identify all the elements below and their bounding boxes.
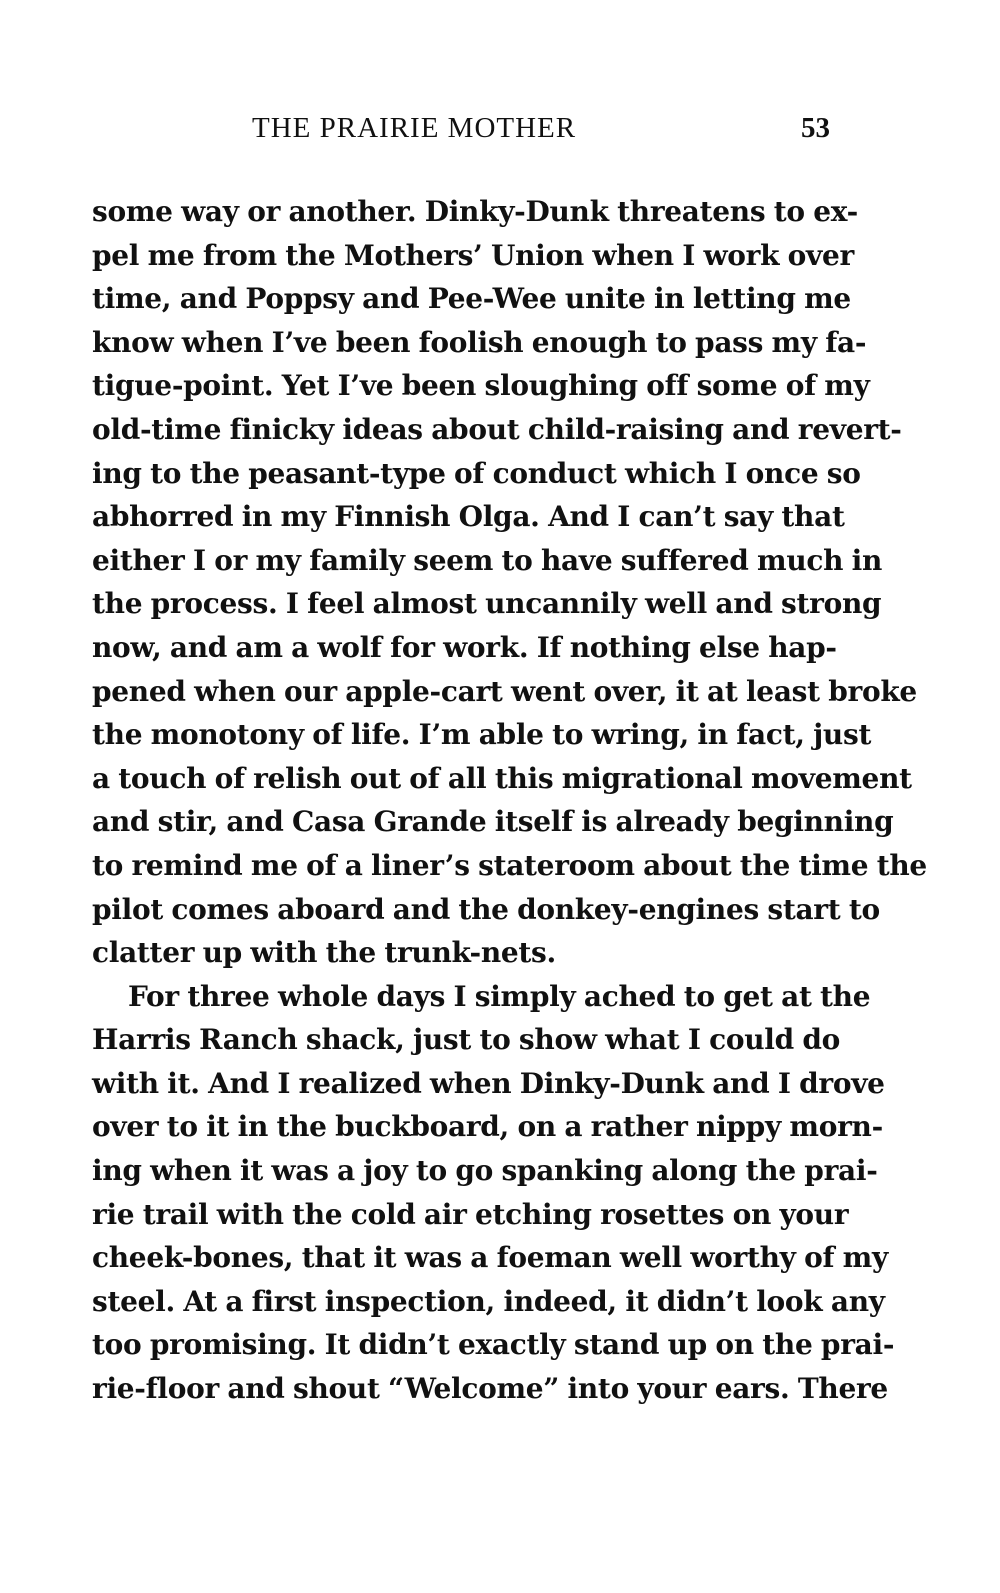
running-title: THE PRAIRIE MOTHER: [252, 112, 577, 144]
running-head: [92, 112, 830, 156]
text-line: old-time finicky ideas about child-raising and revert-: [92, 412, 902, 446]
paragraph: [92, 975, 895, 1411]
text-line: time, and Poppsy and Pee-Wee unite in letting me: [92, 282, 851, 316]
text-line: tigue-point. Yet I’ve been sloughing off some of my: [92, 369, 870, 403]
text-line: with it. And I realized when Dinky-Dunk and I drove: [92, 1066, 885, 1100]
body-text: [92, 190, 927, 1411]
text-line: a touch of relish out of all this migrational movement: [92, 761, 912, 795]
text-line: some way or another. Dinky-Dunk threatens to ex-: [92, 195, 858, 228]
text-line: abhorred in my Finnish Olga. And I can’t say that: [92, 500, 845, 534]
text-line: rie trail with the cold air etching rosettes on your: [92, 1197, 849, 1231]
text-line: the monotony of life. I’m able to wring, in fact, just: [92, 718, 872, 752]
text-line: pilot comes aboard and the donkey-engines start to: [92, 892, 880, 926]
text-line: ing to the peasant-type of conduct which I once so: [92, 456, 861, 490]
text-line: steel. At a first inspection, indeed, it didn’t look any: [92, 1284, 885, 1318]
text-line: over to it in the buckboard, on a rather nippy morn-: [92, 1110, 883, 1144]
text-line: now, and am a wolf for work. If nothing else hap-: [92, 630, 837, 664]
text-line: rie-floor and shout “Welcome” into your ears. There: [92, 1372, 888, 1406]
text-line: the process. I feel almost uncannily well and strong: [92, 587, 882, 621]
text-line: and stir, and Casa Grande itself is already beginning: [92, 805, 894, 839]
text-line: For three whole days I simply ached to get at the: [128, 979, 871, 1013]
text-line: Harris Ranch shack, just to show what I could do: [92, 1023, 840, 1057]
text-line: know when I’ve been foolish enough to pass my fa-: [92, 325, 867, 359]
text-line: pened when our apple-cart went over, it at least broke: [92, 674, 917, 708]
text-line: too promising. It didn’t exactly stand up on the prai-: [92, 1328, 895, 1362]
text-line: pel me from the Mothers’ Union when I work over: [92, 238, 854, 272]
paragraph: [92, 190, 927, 975]
page-number: 53: [801, 112, 830, 144]
text-line: clatter up with the trunk-nets.: [92, 936, 556, 970]
text-line: cheek-bones, that it was a foeman well worthy of my: [92, 1241, 888, 1275]
text-line: to remind me of a liner’s stateroom about the time the: [92, 848, 927, 882]
text-line: either I or my family seem to have suffered much in: [92, 543, 883, 577]
text-line: ing when it was a joy to go spanking along the prai-: [92, 1154, 878, 1188]
